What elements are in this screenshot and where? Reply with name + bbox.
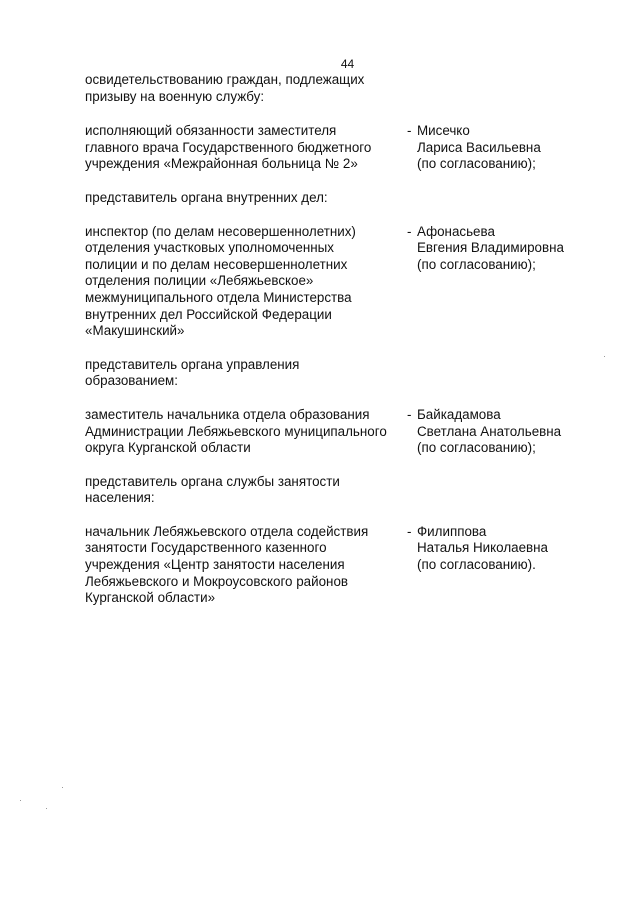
member-role: инспектор (по делам несовершеннолетних) отделения участковых уполномоченных полиции и по делам несовершеннолетних отделения полиции «Лебяжьевское» межмуниципального отдела Министерства внутренних дел Российской Федерации «Макушинский» — [85, 223, 356, 339]
member-name: Афонасьева Евгения Владимировна (по согласованию); — [417, 223, 564, 272]
dash: - — [407, 523, 412, 539]
member-role: исполняющий обязанности заместителя главного врача Государственного бюджетного учреждения «Межрайонная больница № 2» — [85, 123, 372, 172]
member-name: Филиппова Наталья Николаевна (по согласованию). — [417, 523, 548, 573]
section-heading: представитель органа управления образованием: — [85, 356, 300, 389]
member-role: заместитель начальника отдела образования Администрации Лебяжьевского муниципального округа Курганской области — [85, 406, 387, 456]
dash: - — [407, 223, 412, 239]
section-heading: представитель органа службы занятости населения: — [85, 473, 340, 506]
intro-text: освидетельствованию граждан, подлежащих призыву на военную службу: — [85, 72, 365, 104]
member-name: Байкадамова Светлана Анатольевна (по согласованию); — [417, 406, 562, 456]
page-number: 44 — [340, 57, 355, 71]
member-row — [85, 524, 595, 607]
scan-speck — [604, 356, 605, 357]
scan-speck — [46, 808, 47, 809]
member-role: начальник Лебяжьевского отдела содействия занятости Государственного казенного учреждения «Центр занятости населения Лебяжьевского и Мокроусовского районов Курганской области» — [85, 523, 369, 606]
member-person — [407, 224, 564, 340]
document-body — [85, 72, 595, 624]
member-row — [85, 407, 595, 457]
member-person — [407, 524, 548, 607]
dash: - — [407, 123, 412, 139]
member-row — [85, 224, 595, 340]
section-heading: представитель органа внутренних дел: — [85, 189, 328, 205]
scan-speck — [62, 787, 63, 788]
scan-speck — [20, 800, 21, 801]
member-person — [407, 407, 561, 457]
member-row — [85, 123, 595, 173]
member-person — [407, 123, 541, 173]
dash: - — [407, 406, 412, 422]
member-name: Мисечко Лариса Васильевна (по согласованию); — [417, 123, 541, 172]
